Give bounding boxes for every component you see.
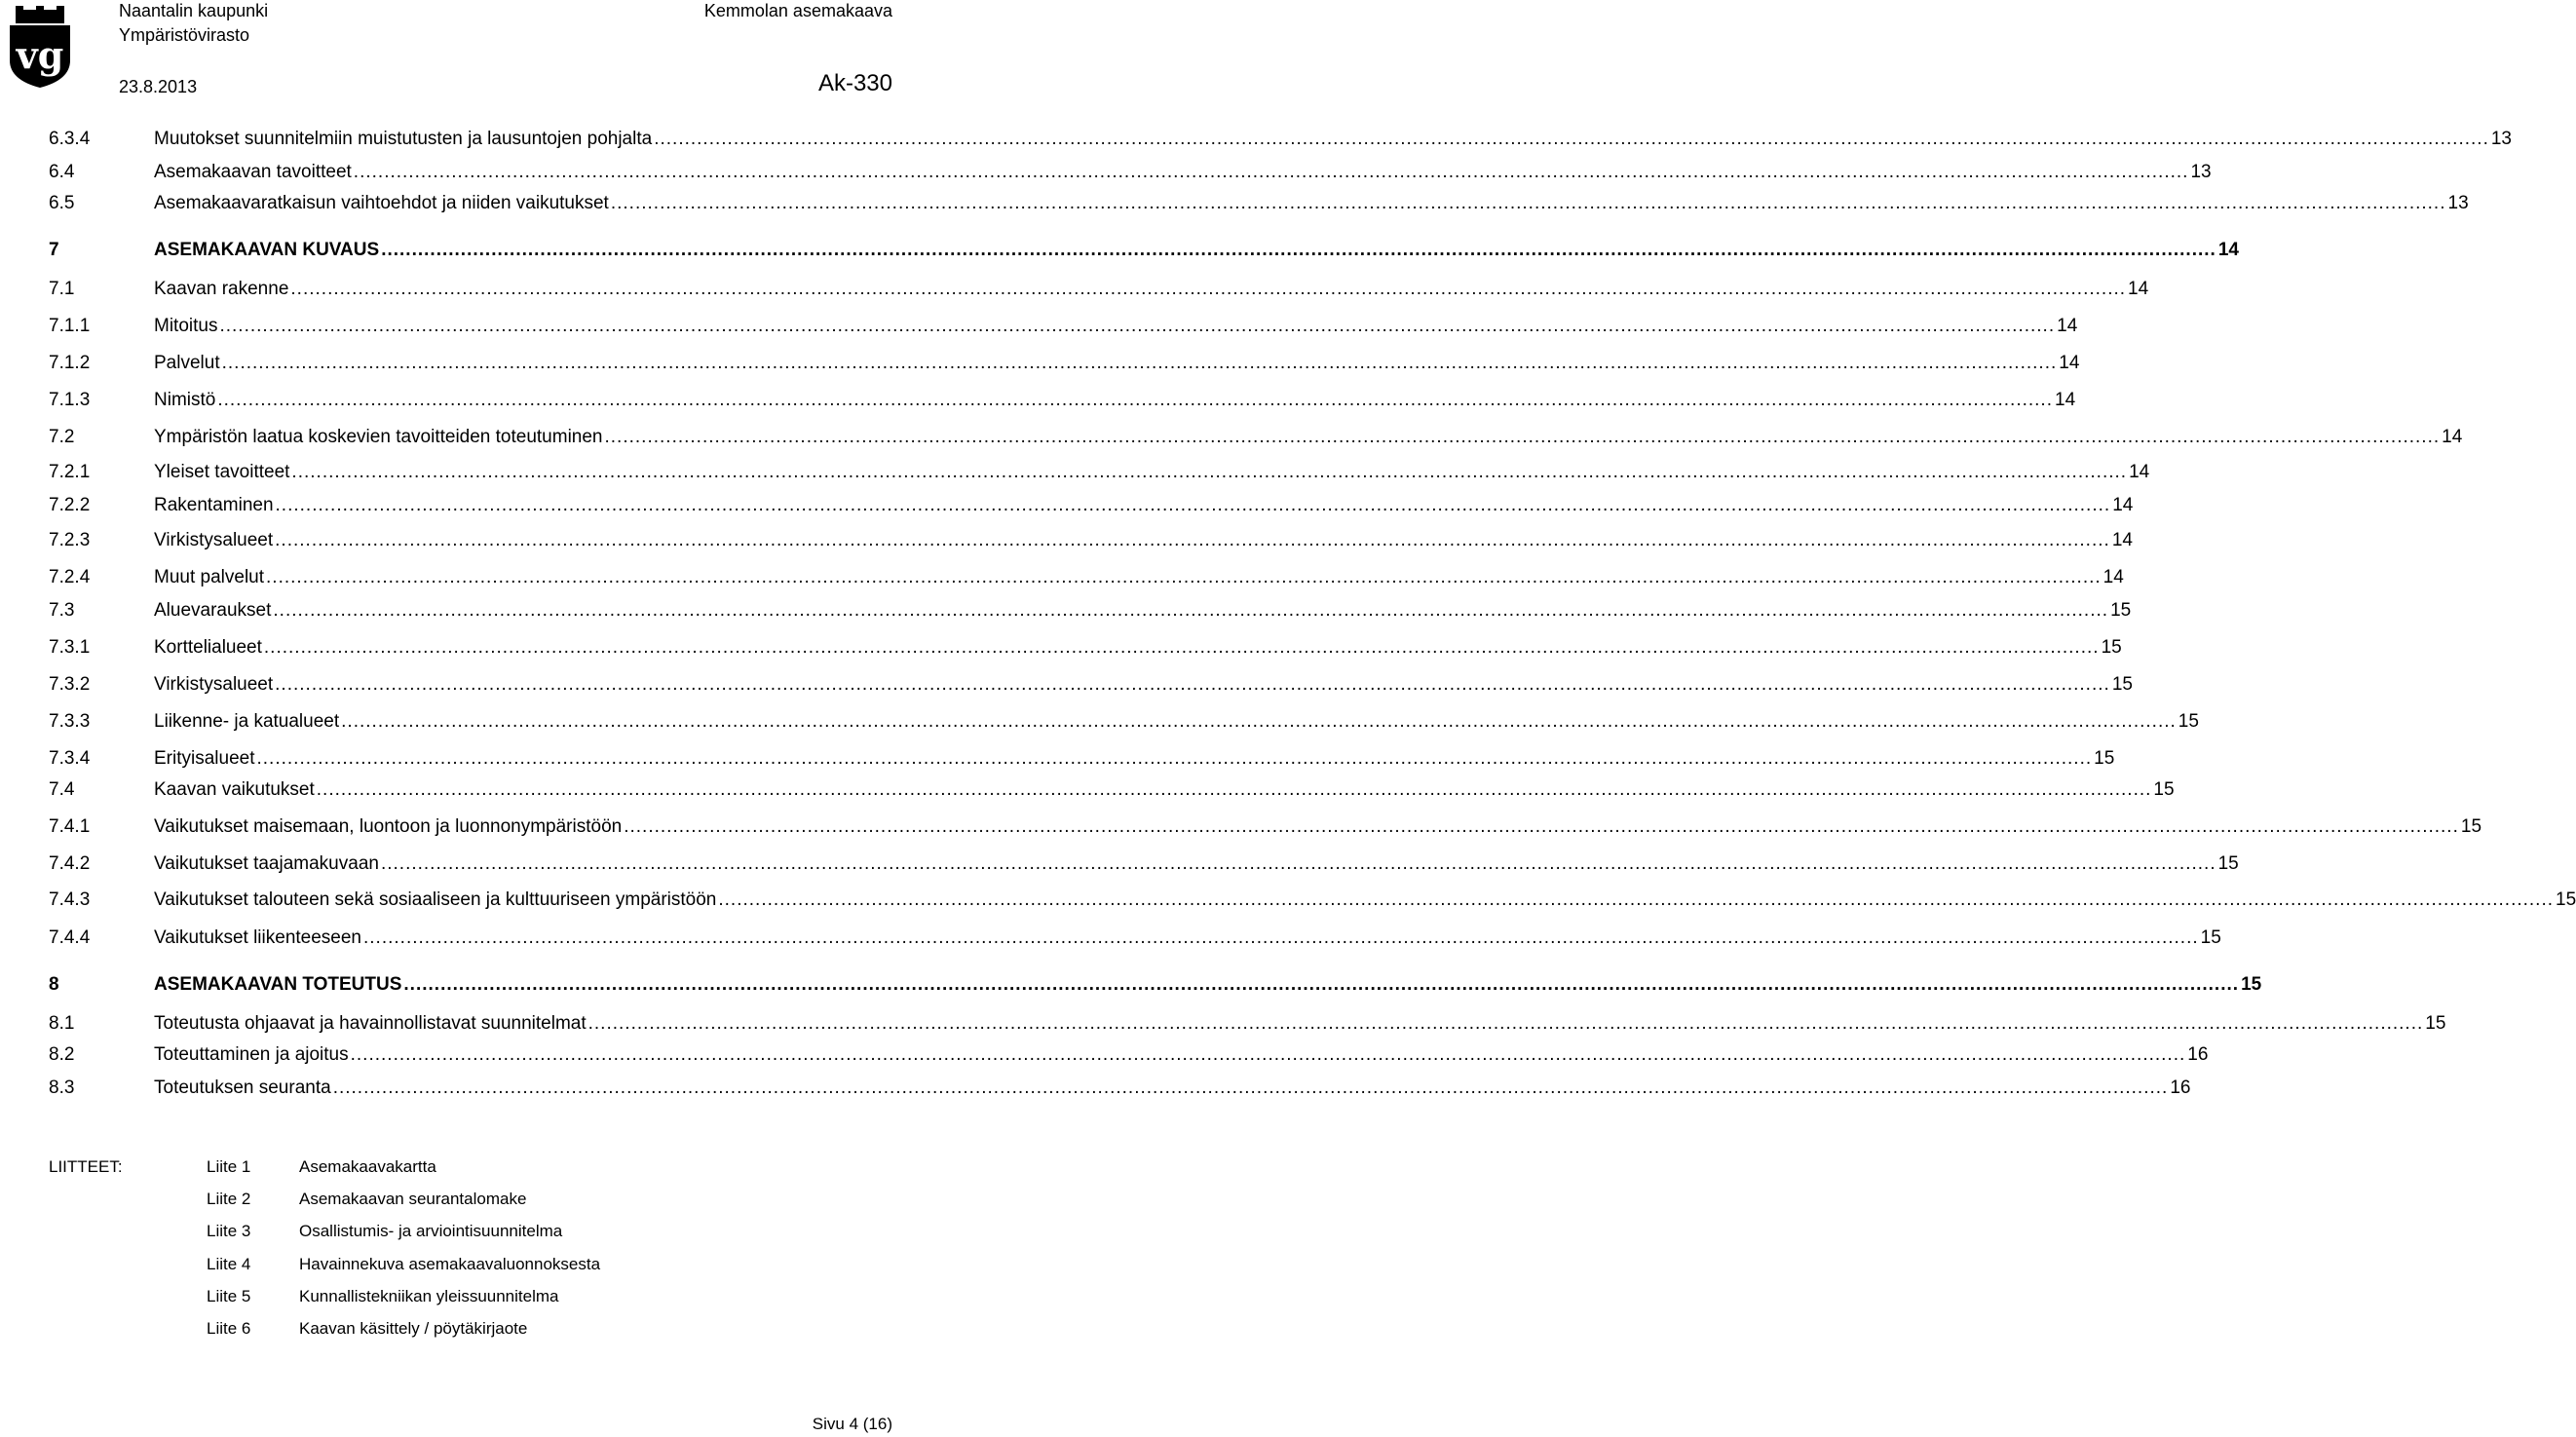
toc-entry[interactable] — [49, 522, 2133, 551]
toc-entry-page: 13 — [2490, 129, 2512, 149]
attachment-id: Liite 5 — [207, 1287, 251, 1305]
toc-entry-title: Ympäristön laatua koskevien tavoitteiden toteutuminen — [154, 427, 603, 447]
city-crest-logo — [6, 4, 74, 90]
toc-entry-title: Yleiset tavoitteet — [154, 462, 290, 482]
toc-entry-title: Rakentaminen — [154, 495, 274, 515]
toc-dot-leader: ............................................................................................................................................................................................................................................................................................................ — [610, 193, 2446, 213]
toc-entry-number: 8 — [49, 974, 59, 995]
toc-entry-page: 14 — [2217, 240, 2239, 260]
toc-entry[interactable] — [49, 271, 2149, 300]
toc-dot-leader: ............................................................................................................................................................................................................................................................................................................ — [624, 816, 2459, 837]
attachment-item — [207, 1157, 436, 1177]
toc-entry[interactable] — [49, 809, 2482, 838]
plan-code: Ak-330 — [817, 70, 892, 96]
toc-entry-number: 7.3.2 — [49, 674, 91, 695]
toc-entry-page: 14 — [2129, 462, 2150, 482]
toc-dot-leader: ............................................................................................................................................................................................................................................................................................................ — [256, 748, 2093, 769]
toc-entry-page: 14 — [2442, 427, 2463, 447]
toc-entry-title: Virkistysalueet — [154, 530, 274, 550]
toc-entry-number: 7.1.2 — [49, 353, 91, 373]
toc-entry[interactable] — [49, 882, 2576, 911]
toc-entry-page: 15 — [2425, 1013, 2446, 1034]
toc-entry-page: 15 — [2111, 674, 2133, 695]
toc-dot-leader: ............................................................................................................................................................................................................................................................................................................ — [266, 567, 2102, 587]
toc-entry-number: 7.2.2 — [49, 495, 91, 515]
toc-dot-leader: ............................................................................................................................................................................................................................................................................................................ — [718, 889, 2555, 910]
toc-entry-number: 7.2.4 — [49, 567, 91, 587]
page-number: Sivu 4 (16) — [812, 1415, 892, 1433]
toc-dot-leader: ............................................................................................................................................................................................................................................................................................................ — [332, 1078, 2169, 1098]
org-name: Naantalin kaupunki — [119, 1, 269, 20]
toc-entry-title: Muutokset suunnitelmiin muistutusten ja lausuntojen pohjalta — [154, 129, 653, 149]
toc-entry-number: 6.5 — [49, 193, 75, 213]
attachment-item — [207, 1222, 562, 1241]
toc-entry-number: 7.3.4 — [49, 748, 91, 769]
toc-entry[interactable] — [49, 846, 2239, 875]
attachment-id: Liite 2 — [207, 1190, 251, 1208]
toc-entry[interactable] — [49, 772, 2175, 801]
toc-dot-leader: ............................................................................................................................................................................................................................................................................................................ — [353, 162, 2189, 182]
toc-entry-page: 16 — [2170, 1078, 2191, 1098]
toc-entry-title: Aluevaraukset — [154, 600, 272, 621]
toc-dot-leader: ............................................................................................................................................................................................................................................................................................................ — [219, 316, 2056, 336]
toc-entry-page: 14 — [2057, 316, 2078, 336]
toc-entry[interactable] — [49, 232, 2239, 261]
toc-entry-page: 15 — [2178, 711, 2199, 732]
toc-entry-title: Kaavan vaikutukset — [154, 779, 315, 800]
toc-dot-leader: ............................................................................................................................................................................................................................................................................................................ — [341, 711, 2177, 732]
attachment-item — [207, 1190, 526, 1209]
toc-entry-title: Asemakaavaratkaisun vaihtoehdot ja niiden vaikutukset — [154, 193, 609, 213]
toc-entry[interactable] — [49, 121, 2512, 150]
toc-entry-number: 7.4 — [49, 779, 75, 800]
toc-dot-leader: ............................................................................................................................................................................................................................................................................................................ — [363, 927, 2199, 948]
toc-dot-leader: ............................................................................................................................................................................................................................................................................................................ — [291, 462, 2128, 482]
toc-entry-number: 7 — [49, 240, 59, 260]
toc-entry-title: Mitoitus — [154, 316, 218, 336]
toc-dot-leader: ............................................................................................................................................................................................................................................................................................................ — [275, 674, 2110, 695]
toc-entry-title: Virkistysalueet — [154, 674, 274, 695]
toc-entry-page: 14 — [2111, 530, 2133, 550]
toc-entry-page: 14 — [2112, 495, 2134, 515]
toc-entry-number: 7.4.1 — [49, 816, 91, 837]
svg-text:vg: vg — [16, 33, 64, 77]
toc-entry-number: 8.3 — [49, 1078, 75, 1098]
attachment-name: Osallistumis- ja arviointisuunnitelma — [299, 1222, 563, 1240]
toc-entry-page: 15 — [2101, 637, 2122, 658]
toc-entry[interactable] — [49, 454, 2150, 483]
toc-entry-title: Vaikutukset liikenteeseen — [154, 927, 361, 948]
toc-entry-page: 15 — [2094, 748, 2115, 769]
toc-dot-leader: ............................................................................................................................................................................................................................................................................................................ — [654, 129, 2489, 149]
toc-dot-leader: ............................................................................................................................................................................................................................................................................................................ — [275, 530, 2110, 550]
toc-entry[interactable] — [49, 382, 2076, 411]
toc-entry-number: 7.1.1 — [49, 316, 91, 336]
toc-entry-number: 7.2.3 — [49, 530, 91, 550]
toc-entry-title: Toteutuksen seuranta — [154, 1078, 331, 1098]
attachment-item — [207, 1255, 600, 1274]
toc-entry-number: 7.1.3 — [49, 390, 91, 410]
toc-entry-number: 7.3.3 — [49, 711, 91, 732]
toc-entry[interactable] — [49, 185, 2469, 214]
toc-entry-page: 15 — [2241, 974, 2262, 995]
document-date: 23.8.2013 — [119, 77, 198, 96]
toc-dot-leader: ............................................................................................................................................................................................................................................................................................................ — [221, 353, 2058, 373]
toc-entry-number: 7.4.4 — [49, 927, 91, 948]
toc-dot-leader: ............................................................................................................................................................................................................................................................................................................ — [403, 974, 2240, 995]
toc-entry-title: Palvelut — [154, 353, 220, 373]
toc-entry[interactable] — [49, 1037, 2209, 1066]
toc-entry-title: Erityisalueet — [154, 748, 255, 769]
toc-dot-leader: ............................................................................................................................................................................................................................................................................................................ — [217, 390, 2053, 410]
toc-entry-page: 15 — [2110, 600, 2132, 621]
toc-entry[interactable] — [49, 419, 2463, 448]
toc-entry-number: 7.2 — [49, 427, 75, 447]
toc-entry-title: Nimistö — [154, 390, 216, 410]
toc-entry-number: 8.1 — [49, 1013, 75, 1034]
toc-entry-page: 14 — [2055, 390, 2076, 410]
toc-entry-number: 7.3.1 — [49, 637, 91, 658]
toc-entry-title: Toteutusta ohjaavat ja havainnollistavat suunnitelmat — [154, 1013, 587, 1034]
attachment-item — [207, 1287, 558, 1306]
attachment-name: Asemakaavan seurantalomake — [299, 1190, 527, 1208]
toc-entry-number: 7.4.3 — [49, 889, 91, 910]
toc-entry[interactable] — [49, 308, 2078, 337]
toc-dot-leader: ............................................................................................................................................................................................................................................................................................................ — [263, 637, 2100, 658]
toc-entry[interactable] — [49, 154, 2212, 183]
toc-entry-page: 15 — [2556, 889, 2576, 910]
toc-entry-page: 13 — [2190, 162, 2212, 182]
toc-entry-title: Asemakaavan tavoitteet — [154, 162, 352, 182]
toc-entry-title: Liikenne- ja katualueet — [154, 711, 340, 732]
toc-entry[interactable] — [49, 559, 2124, 588]
toc-dot-leader: ............................................................................................................................................................................................................................................................................................................ — [380, 853, 2216, 874]
toc-dot-leader: ............................................................................................................................................................................................................................................................................................................ — [290, 279, 2127, 299]
toc-entry[interactable] — [49, 740, 2115, 770]
toc-entry[interactable] — [49, 345, 2080, 374]
attachment-name: Asemakaavakartta — [299, 1157, 436, 1176]
toc-entry-title: Vaikutukset talouteen sekä sosiaaliseen ja kulttuuriseen ympäristöön — [154, 889, 717, 910]
toc-entry-number: 7.1 — [49, 279, 75, 299]
toc-entry-page: 15 — [2153, 779, 2175, 800]
toc-dot-leader: ............................................................................................................................................................................................................................................................................................................ — [381, 240, 2216, 260]
toc-dot-leader: ............................................................................................................................................................................................................................................................................................................ — [587, 1013, 2424, 1034]
toc-entry-title: Vaikutukset taajamakuvaan — [154, 853, 379, 874]
toc-entry-page: 13 — [2447, 193, 2469, 213]
toc-entry-number: 7.3 — [49, 600, 75, 621]
toc-dot-leader: ............................................................................................................................................................................................................................................................................................................ — [350, 1044, 2186, 1065]
toc-entry[interactable] — [49, 1070, 2191, 1099]
toc-entry[interactable] — [49, 629, 2122, 659]
toc-entry-title: ASEMAKAAVAN KUVAUS — [154, 240, 380, 260]
attachment-name: Kunnallistekniikan yleissuunnitelma — [299, 1287, 559, 1305]
toc-dot-leader: ............................................................................................................................................................................................................................................................................................................ — [273, 600, 2109, 621]
attachment-id: Liite 6 — [207, 1319, 251, 1338]
toc-entry-page: 14 — [2102, 567, 2124, 587]
toc-entry-page: 16 — [2187, 1044, 2209, 1065]
toc-entry[interactable] — [49, 966, 2262, 996]
toc-entry-number: 8.2 — [49, 1044, 75, 1065]
attachment-name: Havainnekuva asemakaavaluonnoksesta — [299, 1255, 601, 1273]
toc-entry-title: Korttelialueet — [154, 637, 262, 658]
attachments-label: LIITTEET: — [49, 1157, 123, 1176]
toc-entry-title: Kaavan rakenne — [154, 279, 289, 299]
toc-entry-number: 6.4 — [49, 162, 75, 182]
toc-entry[interactable] — [49, 1005, 2446, 1035]
plan-name: Kemmolan asemakaava — [703, 1, 892, 20]
toc-entry-number: 7.2.1 — [49, 462, 91, 482]
toc-entry-page: 14 — [2059, 353, 2080, 373]
attachment-name: Kaavan käsittely / pöytäkirjaote — [299, 1319, 528, 1338]
toc-entry[interactable] — [49, 487, 2134, 516]
toc-entry-number: 6.3.4 — [49, 129, 91, 149]
toc-entry-title: Muut palvelut — [154, 567, 265, 587]
toc-entry[interactable] — [49, 920, 2221, 949]
toc-entry-page: 15 — [2460, 816, 2482, 837]
toc-entry[interactable] — [49, 592, 2132, 622]
attachment-id: Liite 1 — [207, 1157, 251, 1176]
toc-entry-page: 15 — [2217, 853, 2239, 874]
attachment-id: Liite 3 — [207, 1222, 251, 1240]
department-name: Ympäristövirasto — [119, 25, 250, 45]
toc-dot-leader: ............................................................................................................................................................................................................................................................................................................ — [275, 495, 2111, 515]
attachment-item — [207, 1319, 527, 1339]
toc-dot-leader: ............................................................................................................................................................................................................................................................................................................ — [316, 779, 2152, 800]
toc-entry[interactable] — [49, 666, 2133, 696]
attachment-id: Liite 4 — [207, 1255, 251, 1273]
toc-entry[interactable] — [49, 703, 2199, 733]
toc-entry-page: 15 — [2200, 927, 2221, 948]
toc-dot-leader: ............................................................................................................................................................................................................................................................................................................ — [604, 427, 2441, 447]
toc-entry-page: 14 — [2128, 279, 2149, 299]
toc-entry-number: 7.4.2 — [49, 853, 91, 874]
toc-entry-title: ASEMAKAAVAN TOTEUTUS — [154, 974, 402, 995]
toc-entry-title: Vaikutukset maisemaan, luontoon ja luonnonympäristöön — [154, 816, 623, 837]
toc-entry-title: Toteuttaminen ja ajoitus — [154, 1044, 349, 1065]
